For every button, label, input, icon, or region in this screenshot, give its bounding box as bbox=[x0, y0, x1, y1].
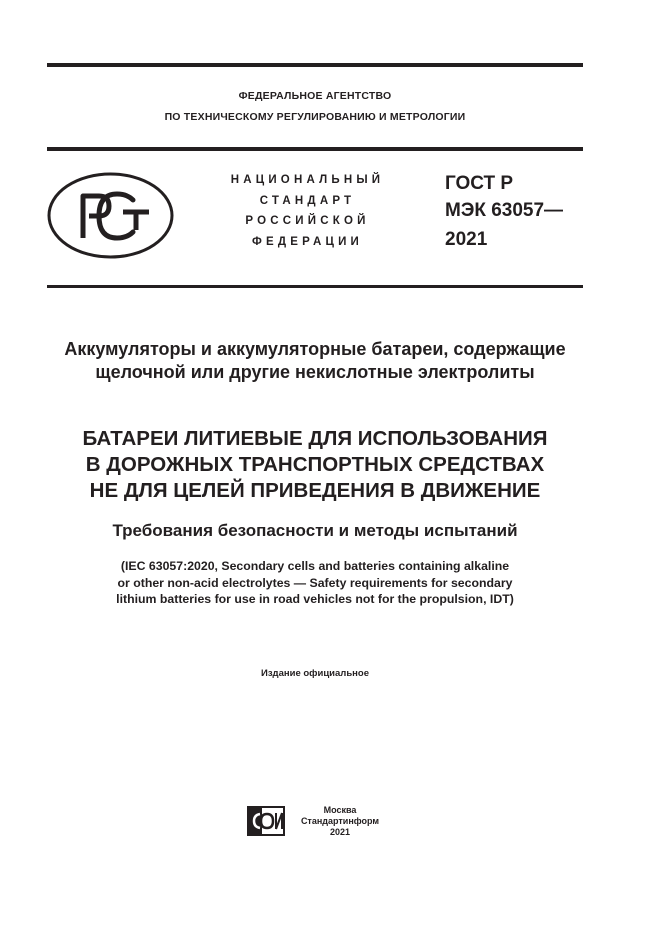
iec-reference-line-3: lithium batteries for use in road vehicles not for the propulsion, IDT) bbox=[116, 592, 514, 606]
document-title-line-3: НЕ ДЛЯ ЦЕЛЕЙ ПРИВЕДЕНИЯ В ДВИЖЕНИЕ bbox=[89, 479, 541, 502]
rst-certification-logo-icon bbox=[47, 172, 174, 259]
standard-designation-line-2: МЭК 63057— bbox=[445, 200, 564, 221]
iec-reference bbox=[47, 558, 583, 608]
national-standard-line-2: СТАНДАРТ bbox=[259, 195, 356, 207]
document-title-line-1: БАТАРЕИ ЛИТИЕВЫЕ ДЛЯ ИСПОЛЬЗОВАНИЯ bbox=[82, 427, 548, 450]
agency-line-2: ПО ТЕХНИЧЕСКОМУ РЕГУЛИРОВАНИЮ И МЕТРОЛОГИИ bbox=[164, 111, 466, 123]
agency-line-1: ФЕДЕРАЛЬНОЕ АГЕНТСТВО bbox=[238, 90, 392, 102]
top-rule bbox=[47, 63, 583, 67]
middle-rule bbox=[47, 147, 583, 151]
document-title bbox=[47, 426, 583, 504]
standard-designation-line-1: ГОСТ Р bbox=[445, 173, 514, 194]
standartinform-logo-icon bbox=[247, 806, 285, 836]
document-subtitle: Аккумуляторы и аккумуляторные батареи, содержащие щелочной или другие некислотные электролиты bbox=[64, 339, 566, 382]
official-edition-label: Издание официальное bbox=[261, 668, 369, 679]
national-standard-line-4: ФЕДЕРАЦИИ bbox=[251, 236, 364, 248]
iec-reference-line-2: or other non-acid electrolytes — Safety requirements for secondary bbox=[117, 575, 513, 590]
iec-reference-line-1: (IEC 63057:2020, Secondary cells and batteries containing alkaline bbox=[120, 559, 510, 573]
publisher-year: 2021 bbox=[329, 827, 351, 837]
document-title-line-2: В ДОРОЖНЫХ ТРАНСПОРТНЫХ СРЕДСТВАХ bbox=[85, 453, 545, 476]
requirements-heading: Требования безопасности и методы испытаний bbox=[112, 521, 518, 540]
bottom-rule bbox=[47, 285, 583, 288]
publisher-city: Москва bbox=[323, 805, 357, 815]
publisher-name: Стандартинформ bbox=[300, 816, 380, 826]
national-standard-line-3: РОССИЙСКОЙ bbox=[245, 215, 370, 227]
standard-designation-line-3: 2021 bbox=[445, 229, 488, 250]
national-standard-line-1: НАЦИОНАЛЬНЫЙ bbox=[230, 174, 385, 186]
